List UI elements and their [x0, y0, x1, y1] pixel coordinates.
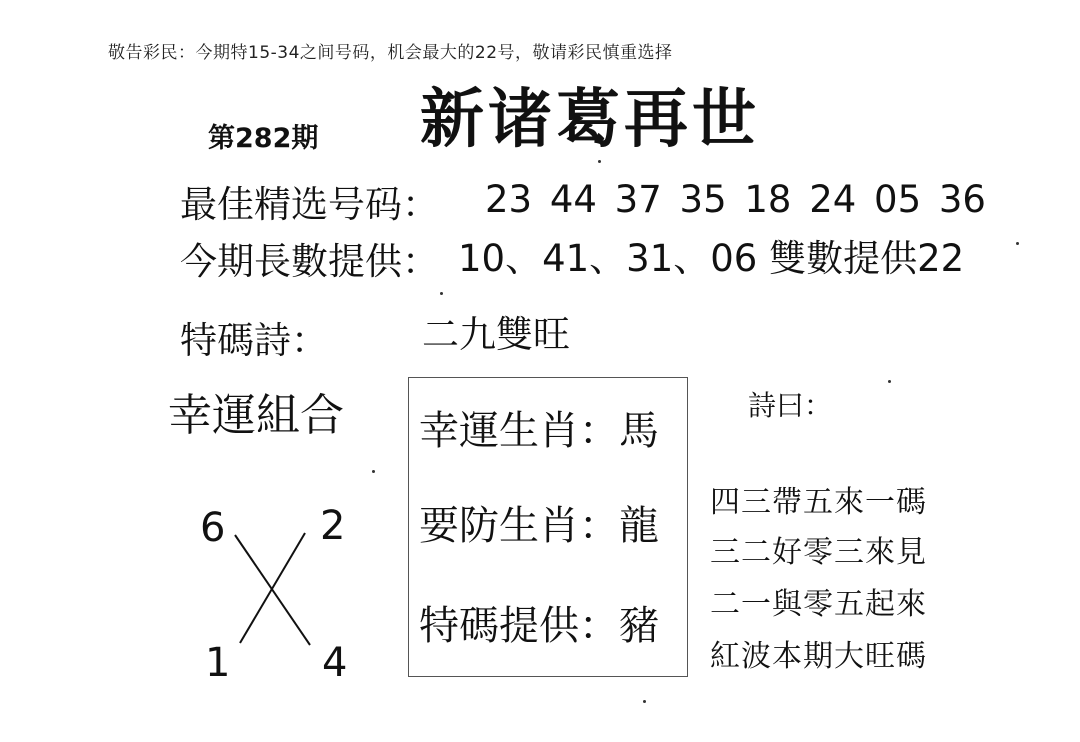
poem-line: 三二好零三來見 — [710, 535, 927, 570]
combo-number-bottom-right: 4 — [322, 640, 348, 686]
cross-line-2 — [240, 533, 305, 643]
combo-number-bottom-left: 1 — [205, 640, 231, 686]
best-numbers-label: 最佳精选号码： — [180, 183, 439, 226]
combo-number-top-right: 2 — [320, 503, 346, 549]
notice-text: 敬告彩民：今期特15-34之间号码，机会最大的22号，敬请彩民慎重选择 — [108, 43, 673, 63]
special-poem-label: 特碼詩： — [180, 319, 328, 362]
page-title: 新诸葛再世 — [420, 83, 760, 157]
lucky-combo-label: 幸運組合 — [168, 390, 344, 441]
special-zodiac: 特碼提供：豬 — [419, 603, 659, 649]
poem-line: 二一與零五起來 — [710, 587, 927, 622]
avoid-zodiac: 要防生肖：龍 — [419, 503, 659, 549]
long-numbers-value: 10、41、31、06 雙數提供22 — [458, 237, 965, 280]
scan-speck — [598, 160, 601, 163]
best-numbers-value: 23 44 37 35 18 24 05 36 — [485, 178, 986, 221]
combo-number-top-left: 6 — [200, 505, 226, 551]
issue-number: 第282期 — [208, 123, 319, 154]
poem-line: 紅波本期大旺碼 — [710, 639, 927, 674]
zodiac-box — [408, 377, 688, 677]
special-poem-value: 二九雙旺 — [422, 313, 570, 356]
cross-line-1 — [235, 535, 310, 645]
long-numbers-label: 今期長數提供： — [180, 240, 439, 283]
scan-speck — [372, 470, 375, 473]
scan-speck — [1016, 242, 1019, 245]
scan-speck — [440, 292, 443, 295]
poem-heading: 詩曰： — [748, 389, 833, 422]
poem-line: 四三帶五來一碼 — [710, 485, 927, 520]
lucky-zodiac: 幸運生肖：馬 — [419, 408, 659, 454]
scan-speck — [888, 380, 891, 383]
scan-speck — [643, 700, 646, 703]
